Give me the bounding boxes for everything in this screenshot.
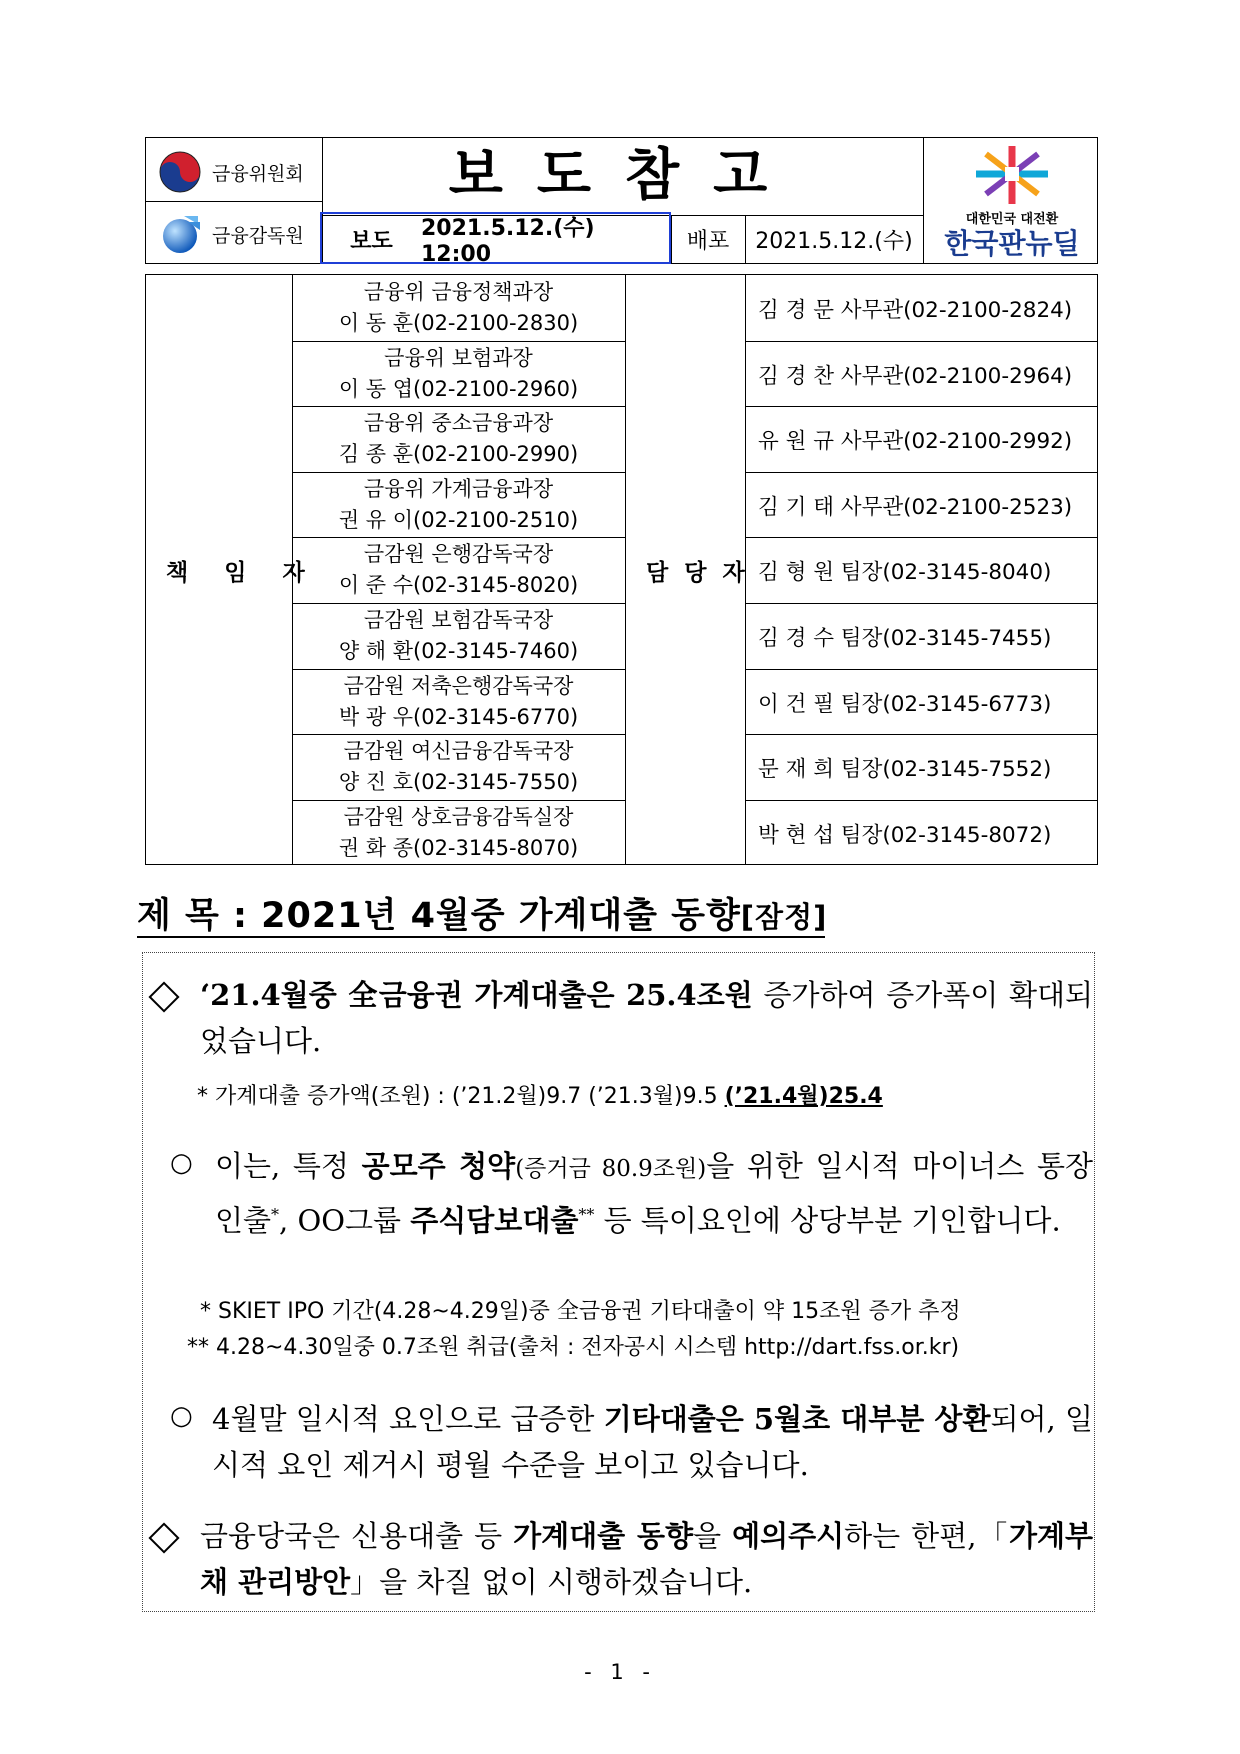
- note-3: ** 4.28~4.30일중 0.7조원 취급(출처 : 전자공시 시스템 http://dart.fss.or.kr): [187, 1335, 960, 1360]
- para-3-a: 4월말 일시적 요인으로 급증한: [212, 1402, 604, 1436]
- fsc-logo: [158, 150, 304, 194]
- staff-person: 김 기 태 사무관(02-2100-2523): [758, 494, 1073, 520]
- fss-name: 금융감독원: [212, 224, 304, 247]
- para-4-f: 가계부채 관리방안: [200, 1519, 1094, 1599]
- staff-person: 김 경 문 사무관(02-2100-2824): [758, 298, 1073, 323]
- para-2-c: (증거금 80.9조원): [515, 1156, 707, 1182]
- para-3-b: 기타대출은 5월초 대부분 상환: [603, 1402, 991, 1436]
- para-4-g: 」을 차질 없이 시행하겠습니다.: [350, 1565, 753, 1599]
- para-2-d: 을 위한 일시적 마이너스 통장 인출: [215, 1149, 1093, 1238]
- para-2-a: 이는, 특정: [215, 1149, 362, 1183]
- staff-person: 박 현 섭 팀장(02-3145-8072): [758, 822, 1052, 848]
- para-2-h: **: [578, 1205, 595, 1224]
- subject-text: 제 목 : 2021년 4월중 가계대출 동향: [137, 896, 741, 936]
- fsc-name: 금융위원회: [212, 162, 304, 185]
- fss-logo: [158, 212, 304, 256]
- circle-bullet: ○: [170, 1148, 193, 1178]
- para-4-d: 예의주시: [732, 1519, 845, 1553]
- note-2: * SKIET IPO 기간(4.28~4.29일)중 全금융권 기타대출이 약 15조원 증가 추정: [200, 1299, 961, 1324]
- responsible-name: 권 유 이(02-2100-2510): [338, 507, 579, 532]
- staff-label: 담 당 자: [646, 560, 749, 586]
- responsible-person: [292, 605, 625, 667]
- para-2-f: , OO그룹: [279, 1203, 411, 1238]
- responsible-title: 금감원 은행감독국장: [363, 542, 554, 567]
- staff-person: 김 경 수 팀장(02-3145-7455): [758, 626, 1052, 651]
- press-time-highlight: [320, 212, 671, 267]
- para-4: [200, 1513, 1093, 1605]
- responsible-person: [292, 408, 625, 470]
- para-1-bold: ‘21.4월중 全금융권 가계대출은 25.4조원: [200, 978, 753, 1012]
- para-1: [200, 972, 1093, 1064]
- circle-bullet: ○: [170, 1401, 193, 1431]
- subject-underline: [137, 936, 825, 938]
- brand-name: 한국판뉴딜: [944, 227, 1080, 260]
- press-datetime: 2021.5.12.(수) 12:00: [421, 216, 595, 267]
- responsible-person: [292, 474, 625, 536]
- responsible-person: [292, 277, 625, 339]
- para-2-g: 주식담보대출: [410, 1203, 579, 1238]
- para-4-a: 금융당국은 신용대출 등: [200, 1519, 514, 1553]
- responsible-person: [292, 802, 625, 864]
- responsible-title: 금융위 가계금융과장: [363, 476, 554, 501]
- taegeuk-icon: [158, 150, 202, 194]
- responsible-name: 이 준 수(02-3145-8020): [338, 573, 579, 598]
- responsible-title: 금감원 보험감독국장: [363, 608, 554, 632]
- responsible-name: 김 종 훈(02-2100-2990): [338, 442, 579, 467]
- para-2: [215, 1143, 1093, 1244]
- staff-person: 김 경 찬 사무관(02-2100-2964): [758, 363, 1073, 389]
- dist-date: 2021.5.12.(수): [755, 228, 913, 254]
- staff-person: 김 형 원 팀장(02-3145-8040): [758, 560, 1052, 586]
- para-4-c: 을: [693, 1519, 733, 1553]
- responsible-title: 금융위 금융정책과장: [363, 280, 554, 304]
- para-2-i: 등 특이요인에 상당부분 기인합니다.: [594, 1203, 1061, 1238]
- responsible-title: 금감원 저축은행감독국장: [343, 673, 574, 698]
- para-3-c: 되어, 일시적 요인 제거시 평월 수준을 보이고 있습니다.: [212, 1402, 1093, 1482]
- subject-title: [137, 888, 827, 938]
- dist-label: 배포: [686, 228, 730, 254]
- staff-person: 유 원 규 사무관(02-2100-2992): [758, 429, 1073, 455]
- press-label: 보도: [350, 228, 393, 254]
- para-2-b: 공모주 청약: [361, 1149, 516, 1183]
- note-1: [197, 1079, 883, 1115]
- para-4-b: 가계대출 동향: [513, 1519, 694, 1553]
- responsible-name: 권 화 종(02-3145-8070): [338, 835, 579, 860]
- responsible-person: [292, 343, 625, 405]
- responsible-title: 금감원 상호금융감독실장: [343, 804, 574, 829]
- responsible-title: 금융위 중소금융과장: [363, 411, 554, 436]
- contact-table: [145, 274, 1098, 865]
- responsible-name: 양 해 환(02-3145-7460): [338, 639, 579, 663]
- para-4-e: 하는 한편,「: [844, 1519, 1009, 1553]
- responsible-label: 책 임 자: [166, 560, 319, 586]
- responsible-name: 이 동 엽(02-2100-2960): [338, 376, 579, 401]
- staff-person: 문 재 희 팀장(02-3145-7552): [758, 757, 1052, 783]
- responsible-person: [292, 539, 625, 601]
- responsible-name: 양 진 호(02-3145-7550): [338, 770, 579, 795]
- responsible-name: 이 동 훈(02-2100-2830): [338, 311, 579, 335]
- responsible-person: [292, 671, 625, 733]
- globe-icon: [158, 212, 202, 256]
- new-deal-emblem-icon: [972, 144, 1052, 206]
- note-1-highlight: (’21.4월)25.4: [724, 1084, 883, 1109]
- para-2-e: *: [271, 1205, 280, 1224]
- responsible-name: 박 광 우(02-3145-6770): [338, 704, 579, 729]
- brand-slogan: 대한민국 대전환: [965, 212, 1059, 227]
- note-1-text: * 가계대출 증가액(조원) : (’21.2월)9.7 (’21.3월)9.5: [197, 1084, 725, 1109]
- page-number: - 1 -: [584, 1660, 656, 1684]
- responsible-title: 금감원 여신금융감독국장: [343, 739, 574, 764]
- para-3: [212, 1396, 1093, 1488]
- subject-suffix: [잠정]: [740, 900, 828, 934]
- responsible-title: 금융위 보험과장: [384, 345, 533, 370]
- para-1-rest: 증가하여 증가폭이 확대되었습니다.: [200, 978, 1093, 1058]
- page-title: 보도참고: [448, 143, 802, 208]
- responsible-person: [292, 736, 625, 798]
- staff-person: 이 건 필 팀장(02-3145-6773): [758, 691, 1052, 717]
